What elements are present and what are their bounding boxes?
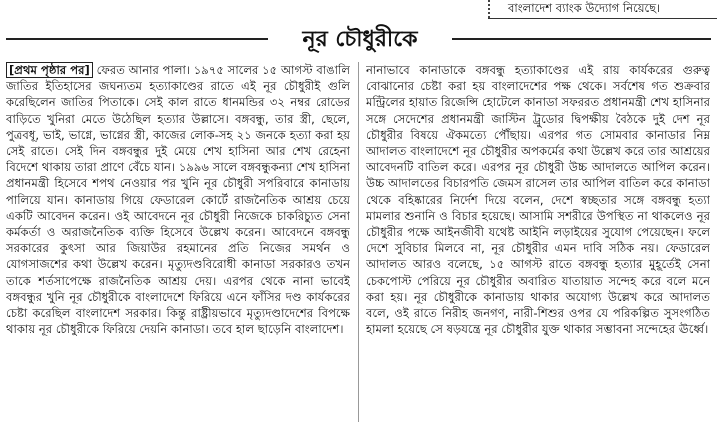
headline-rule-right: [452, 38, 711, 40]
headline-rule-left: [6, 38, 268, 40]
article-headline: নূর চৌধুরীকে: [302, 26, 418, 52]
top-strip: [0, 0, 717, 20]
left-column-paragraph: [6, 62, 350, 337]
article-column-right: [366, 62, 710, 426]
snippet-underline: [488, 18, 717, 19]
article-body: [6, 62, 711, 426]
right-column-text: নানাভাবে কানাডাকে বঙ্গবন্ধু হত্যাকাণ্ডের এই রায় কার্যকরের গুরুত্ব বোঝানোর চেষ্টা করা হয় বাংলাদেশের পক্ষ থেকে। সর্বশেষ গত শুক্রবার মন্ট্রিলের হায়াত রিজেন্সি হোটেলে কানাডা সফররত প্রধানমন্ত্রী শেখ হাসিনার সঙ্গে সেদেশের প্রধানমন্ত্রী জাস্টিন ট্রুডোর দ্বিপক্ষীয় বৈঠকে দুই দেশ নূর চৌধুরীর বিষয়ে ঐকমত্যে পৌঁছায়। এরপর গত সোমবার কানাডার নিম্ন আদালত বাংলাদেশে নূর চৌধুরীর অপকর্মের কথা উল্লেখ করে তার আশ্রয়ের আবেদনটি বাতিল করে। এরপর নূর চৌধুরী উচ্চ আদালতে আপিল করেন। উচ্চ আদালতের বিচারপতি জেমস রাসেল তার আপিল বাতিল করে কানাডা থেকে বহিষ্কারের নির্দেশ দিয়ে বলেন, দেশে স্বচ্ছতার সঙ্গে বঙ্গবন্ধু হত্যা মামলার শুনানি ও বিচার হয়েছে। আসামি সশরীরে উপস্থিত না থাকলেও নূর চৌধুরীর পক্ষে আইনজীবী যথেষ্ট আইনি লড়াইয়ের সুযোগ পেয়েছেন। ফলে দেশে সুবিচার মিলবে না, নূর চৌধুরীর এমন দাবি সঠিক নয়। ফেডারেল আদালত আরও বলেছে, ১৫ আগস্ট রাতে বঙ্গবন্ধু হত্যার মুহূর্তেই সেনা চেকপোস্ট পেরিয়ে নূর চৌধুরীর অবারিত যাতায়াত সন্দেহ করে বলে মনে করা হয়। নূর চৌধুরীকে কানাডায় থাকার অযোগ্য উল্লেখ করে আদালত বলে, ওই রাতে নিরীহ জনগণ, নারী-শিশুর ওপর যে পরিকল্পিত সুসংগঠিত হামলা হয়েছে সে ষড়যন্ত্রে নূর চৌধুরীর যুক্ত থাকার সম্ভাবনা সন্দেহের ঊর্ধ্বে।: [366, 63, 710, 337]
article-column-left: [6, 62, 350, 426]
continued-from-label: [প্রথম পৃষ্ঠার পর]: [6, 62, 93, 78]
column-divider: [358, 62, 359, 422]
left-column-text: ফেরত আনার পালা। ১৯৭৫ সালের ১৫ আগস্ট বাঙালি জাতির ইতিহাসের জঘন্যতম হত্যাকাণ্ডের রাতে এই নূর চৌধুরীই গুলি করেছিলেন জাতির পিতাকে। সেই কাল রাতে ধানমন্ডির ৩২ নম্বর রোডের বাড়িতে খুনিরা মেতে উঠেছিল হত্যার উল্লাসে। বঙ্গবন্ধু, তার স্ত্রী, ছেলে, পুত্রবধূ, ভাই, ভাগ্নে, ভাগ্নের স্ত্রী, কাজের লোক-সহ ২১ জনকে হত্যা করা হয় সেই রাতে। সেই দিন বঙ্গবন্ধুর দুই মেয়ে শেখ হাসিনা আর শেখ রেহেনা বিদেশে থাকায় তারা প্রাণে বেঁচে যান। ১৯৯৬ সালে বঙ্গবন্ধুকন্যা শেখ হাসিনা প্রধানমন্ত্রী হিসেবে শপথ নেওয়ার পর খুনি নূর চৌধুরী সপরিবারে কানাডায় পালিয়ে যান। কানাডায় গিয়ে ফেডারেল কোর্টে রাজনৈতিক আশ্রয় চেয়ে একটি আবেদন করেন। ওই আবেদনে নূর চৌধুরী নিজেকে চাকরিচ্যুত সেনা কর্মকর্তা ও অরাজনৈতিক ব্যক্তি হিসেবে উল্লেখ করেন। আবেদনে বঙ্গবন্ধু সরকারের কুৎসা আর জিয়াউর রহমানের প্রতি নিজের সমর্থন ও যোগসাজশের কথা উল্লেখ করেন। মৃত্যুদণ্ডবিরোধী কানাডা সরকারও তখন তাকে শর্তসাপেক্ষে রাজনৈতিক আশ্রয় দেয়। এরপর থেকে নানা ভাবেই বঙ্গবন্ধুর খুনি নূর চৌধুরীকে বাংলাদেশে ফিরিয়ে এনে ফাঁসির দণ্ড কার্যকরের চেষ্টা করেছিল বাংলাদেশ সরকার। কিন্তু রাষ্ট্রীয়ভাবে মৃত্যুদণ্ডাদেশের বিপক্ষে থাকায় নূর চৌধুরীকে ফিরিয়ে দেয়নি কানাডা। তবে হাল ছাড়েনি বাংলাদেশ।: [6, 63, 350, 337]
dotted-column-divider: [488, 0, 490, 18]
headline-row: [0, 24, 717, 54]
previous-article-snippet: বাংলাদেশ ব্যাংক উদ্যোগ নিয়েছে।: [508, 1, 661, 15]
